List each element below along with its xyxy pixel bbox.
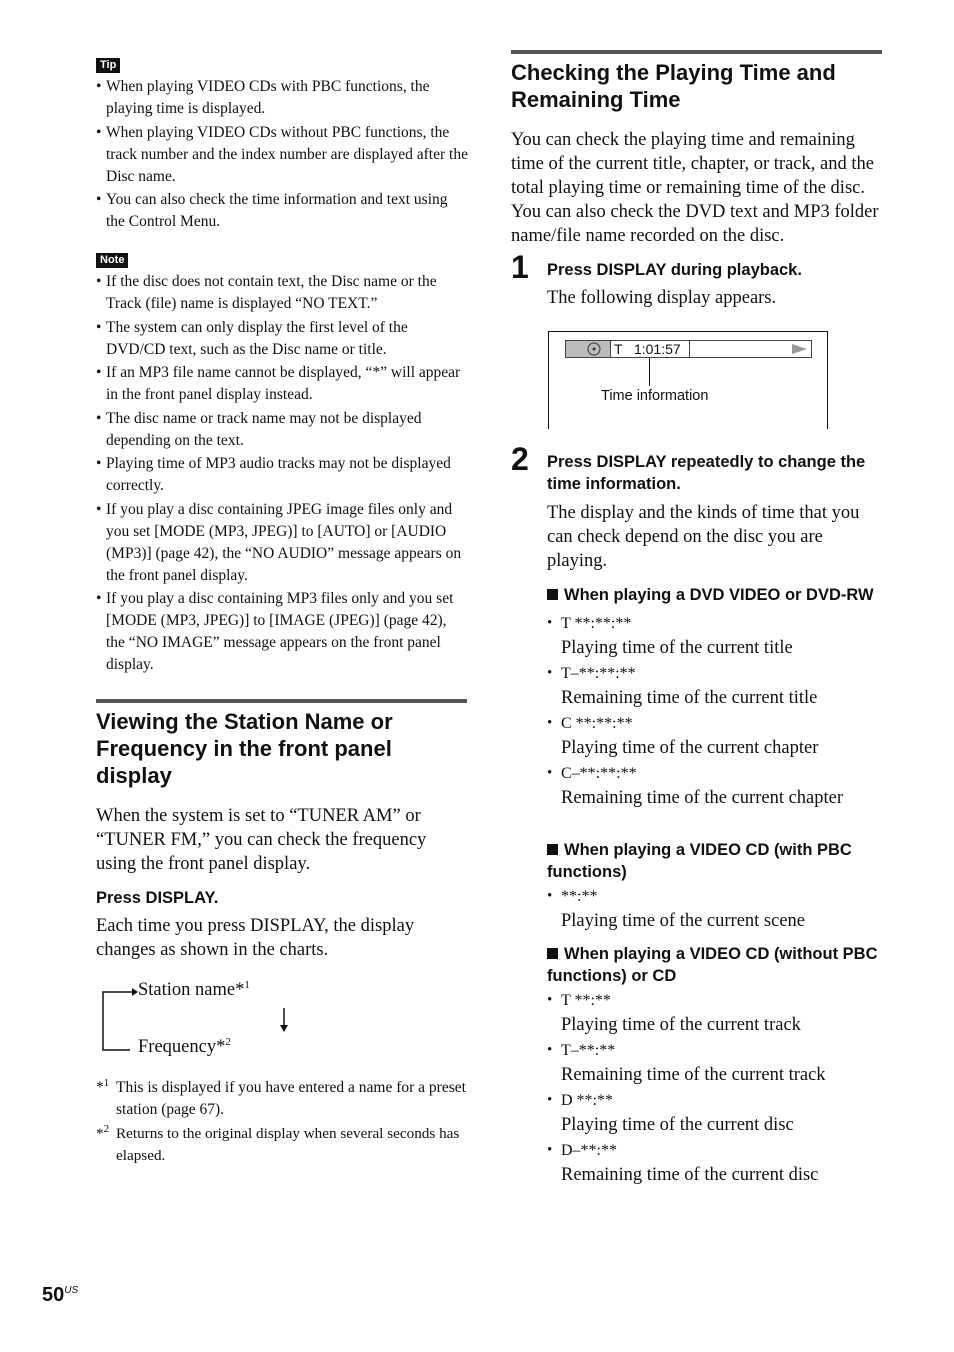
list-item: • C–**:**:** (547, 761, 883, 786)
display-cycle-chart (96, 978, 396, 1058)
group-vcd-cd (547, 943, 883, 1188)
time-info-caption: Time information (601, 388, 709, 404)
group-vcd-pbc (547, 839, 883, 934)
playing-time-intro: You can check the playing time and remaining time of the current title, chapter, or track, and the total playing time or remaining time of the disc. You can also check the DVD text and MP3 folder name/file name recorded on the disc. (511, 130, 879, 246)
group-heading: When playing a DVD VIDEO or DVD-RW (547, 584, 883, 606)
list-item: • C **:**:** (547, 711, 883, 736)
note-badge: Note (96, 253, 128, 268)
footnote: *$^1$ This is displayed if you have entered a name for a preset station (page 67). (96, 1076, 466, 1118)
display-illustration (548, 331, 828, 429)
item-description: Remaining time of the current disc (561, 1165, 819, 1185)
section-rule (511, 50, 882, 54)
step-number: 2 (511, 441, 529, 477)
note-list (96, 271, 468, 678)
footnote: *$^2$ Returns to the original display when several seconds has elapsed. (96, 1122, 460, 1164)
step1-label: Press DISPLAY during playback. (547, 261, 802, 279)
item-description: Remaining time of the current chapter (561, 788, 844, 808)
square-bullet-icon (547, 844, 558, 855)
chart-station-name: Station name*$^1$ (138, 978, 250, 1000)
disc-icon (586, 342, 602, 356)
square-bullet-icon (547, 589, 558, 600)
time-readout: T 1:01:57 (614, 341, 681, 357)
step2-text: The display and the kinds of time that you can check depend on the disc you are playing. (547, 503, 860, 571)
list-item: • If the disc does not contain text, the Disc name or the Track (file) name is displayed “NO TEXT.” (96, 271, 468, 315)
list-item: • D–**:** (547, 1138, 883, 1163)
item-description: Remaining time of the current title (561, 688, 818, 708)
list-item: • You can also check the time information and text using the Control Menu. (96, 189, 468, 233)
item-description: Playing time of the current chapter (561, 738, 819, 758)
list-item: • **:** (547, 884, 883, 909)
down-arrow-icon (277, 1008, 291, 1036)
callout-line (649, 358, 650, 386)
list-item: • If you play a disc containing JPEG image files only and you set [MODE (MP3, JPEG)] to [AUTO] or [AUDIO (MP3)] (page 42), the “NO AUDIO” message appears on the front panel display. (96, 499, 468, 587)
chart-frequency: Frequency*$^2$ (138, 1035, 231, 1057)
section-title-station: Viewing the Station Name or Frequency in the front panel display (96, 709, 393, 788)
play-icon (792, 343, 808, 355)
step-label: Press DISPLAY. (96, 889, 219, 907)
list-item: • T–**:**:** (547, 661, 883, 686)
item-description: Playing time of the current disc (561, 1115, 794, 1135)
item-description: Playing time of the current track (561, 1015, 801, 1035)
cycle-arrows-icon (100, 978, 140, 1058)
list-item: • T–**:** (547, 1038, 883, 1063)
list-item: • D **:** (547, 1088, 883, 1113)
section-title-playing-time: Checking the Playing Time and Remaining Time (511, 60, 836, 112)
list-item: • Playing time of MP3 audio tracks may not be displayed correctly. (96, 453, 468, 497)
group-heading: When playing a VIDEO CD (with PBC functions) (547, 841, 852, 881)
group-heading: When playing a VIDEO CD (without PBC functions) or CD (547, 945, 878, 985)
tip-list (96, 76, 468, 235)
list-item: • The disc name or track name may not be displayed depending on the text. (96, 408, 468, 452)
disc-icon-area (566, 341, 610, 357)
item-description: Playing time of the current scene (561, 911, 806, 931)
station-intro: When the system is set to “TUNER AM” or “TUNER FM,” you can check the frequency using the front panel display. (96, 806, 427, 874)
display-bar (565, 340, 812, 358)
item-description: Remaining time of the current track (561, 1065, 826, 1085)
step1-text: The following display appears. (547, 288, 777, 308)
list-item: • If an MP3 file name cannot be displayed, “*” will appear in the front panel display instead. (96, 362, 468, 406)
list-item: • The system can only display the first level of the DVD/CD text, such as the Disc name or title. (96, 317, 468, 361)
step2-label: Press DISPLAY repeatedly to change the time information. (547, 453, 866, 493)
group-dvd (547, 584, 883, 811)
section-rule (96, 699, 467, 703)
list-item: • T **:** (547, 988, 883, 1013)
footnotes (96, 1077, 468, 1167)
list-item: • When playing VIDEO CDs with PBC functions, the playing time is displayed. (96, 76, 468, 120)
square-bullet-icon (547, 948, 558, 959)
tip-badge: Tip (96, 58, 120, 73)
page-number: $50^{US}$ (42, 1284, 79, 1306)
step-number: 1 (511, 249, 529, 285)
list-item: • If you play a disc containing MP3 files only and you set [MODE (MP3, JPEG)] to [IMAGE (JPEG)] (page 42), the “NO IMAGE” message appears on the front panel display. (96, 588, 468, 676)
list-item: • When playing VIDEO CDs without PBC functions, the track number and the index number are displayed after the Disc name. (96, 122, 468, 188)
step-text: Each time you press DISPLAY, the display changes as shown in the charts. (96, 916, 415, 960)
list-item: • T **:**:** (547, 611, 883, 636)
item-description: Playing time of the current title (561, 638, 793, 658)
